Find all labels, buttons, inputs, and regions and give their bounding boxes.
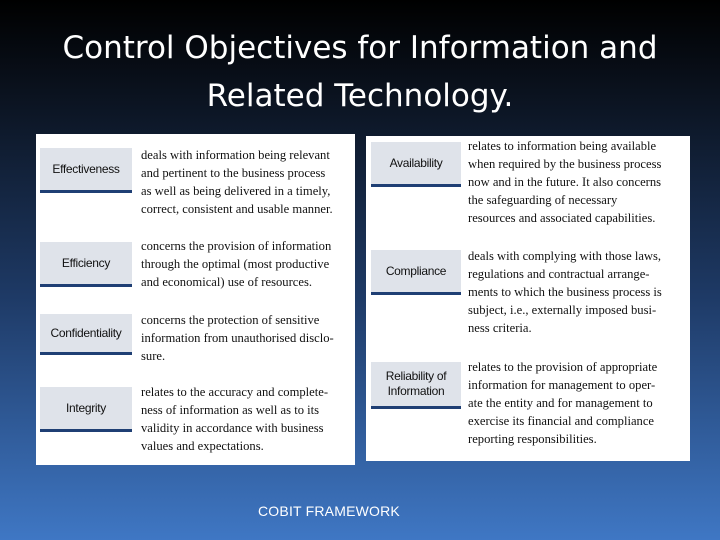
- slide-title-line-1: Control Objectives for Information and: [62, 30, 658, 66]
- criterion-definition: [141, 311, 334, 365]
- definition-line: regulations and contractual arrange-: [468, 267, 650, 281]
- criterion-term-box: [371, 142, 461, 187]
- definition-line: sure.: [141, 349, 166, 363]
- criterion-definition: [141, 383, 328, 455]
- criterion-term: Efficiency: [61, 255, 111, 270]
- criterion-term-box: [371, 250, 461, 295]
- definition-line: concerns the provision of information: [141, 239, 332, 253]
- criterion-term-box: [40, 242, 132, 287]
- definition-line: now and in the future. It also concerns: [468, 175, 662, 189]
- definition-line: validity in accordance with business: [141, 421, 324, 435]
- criteria-panel-right: [366, 136, 690, 461]
- criterion-term-box: [371, 362, 461, 409]
- slide-title: [20, 24, 700, 120]
- definition-line: deals with complying with those laws,: [468, 249, 662, 263]
- criterion-term-line-1: Reliability of: [385, 369, 447, 383]
- definition-line: relates to the provision of appropriate: [468, 360, 658, 374]
- criterion-term-box: [40, 148, 132, 193]
- footer-label: COBIT FRAMEWORK: [258, 503, 400, 519]
- definition-line: subject, i.e., externally imposed busi-: [468, 303, 657, 317]
- definition-line: information from unauthorised disclo-: [141, 331, 334, 345]
- criterion-term: Effectiveness: [52, 161, 120, 176]
- definition-line: relates to the accuracy and complete-: [141, 385, 329, 399]
- criterion-definition: [141, 146, 333, 218]
- definition-line: ness criteria.: [468, 321, 532, 335]
- definition-line: relates to information being available: [468, 139, 657, 153]
- definition-line: as well as being delivered in a timely,: [141, 184, 331, 198]
- definition-line: values and expectations.: [141, 439, 264, 453]
- definition-line: the safeguarding of necessary: [468, 193, 618, 207]
- criterion-term: Confidentiality: [50, 325, 122, 340]
- definition-line: ate the entity and for management to: [468, 396, 653, 410]
- criterion-definition: [468, 247, 662, 337]
- definition-line: deals with information being relevant: [141, 148, 330, 162]
- definition-line: when required by the business process: [468, 157, 662, 171]
- criteria-panel-left: [36, 134, 355, 465]
- criterion-definition: [468, 137, 661, 227]
- definition-line: ness of information as well as to its: [141, 403, 320, 417]
- definition-line: through the optimal (most productive: [141, 257, 330, 271]
- criterion-term: Compliance: [385, 263, 447, 278]
- definition-line: ments to which the business process is: [468, 285, 662, 299]
- definition-line: concerns the protection of sensitive: [141, 313, 320, 327]
- slide-title-line-2: Related Technology.: [206, 78, 514, 114]
- definition-line: and pertinent to the business process: [141, 166, 326, 180]
- definition-line: correct, consistent and usable manner.: [141, 202, 333, 216]
- criterion-term-line-2: Information: [387, 384, 445, 398]
- definition-line: and economical) use of resources.: [141, 275, 312, 289]
- criterion-definition: [468, 358, 657, 448]
- criterion-term: Integrity: [66, 400, 106, 415]
- criterion-term: Availability: [389, 155, 443, 170]
- definition-line: information for management to oper-: [468, 378, 656, 392]
- definition-line: reporting responsibilities.: [468, 432, 597, 446]
- criterion-term-box: [40, 314, 132, 355]
- definition-line: exercise its financial and compliance: [468, 414, 655, 428]
- criterion-term-box: [40, 387, 132, 432]
- definition-line: resources and associated capabilities.: [468, 211, 656, 225]
- criterion-definition: [141, 237, 331, 291]
